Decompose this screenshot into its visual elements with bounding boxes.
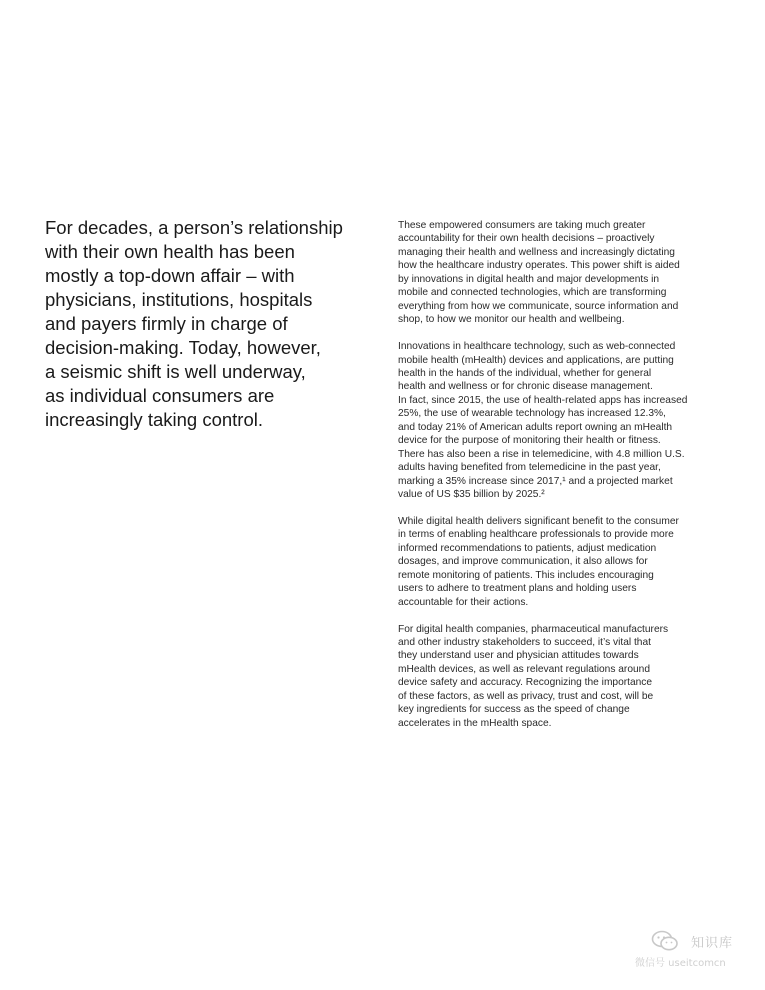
body-line: users to adhere to treatment plans and holding users [398,583,637,595]
body-line: value of US $35 billion by 2025.² [398,489,545,501]
body-line: These empowered consumers are taking much greater [398,220,646,231]
body-line: device safety and accuracy. Recognizing the importance [398,677,653,689]
body-line: adults having benefited from telemedicine in the past year, [398,462,661,474]
wechat-icon [651,930,679,952]
lead-line: decision-making. Today, however, [45,337,321,358]
body-line: There has also been a rise in telemedicine, with 4.8 million U.S. [398,448,685,460]
lead-line: with their own health has been [45,241,295,262]
lead-line: physicians, institutions, hospitals [45,289,313,310]
body-line: marking a 35% increase since 2017,¹ and a projected market [398,475,673,487]
lead-line: a seismic shift is well underway, [45,361,306,382]
body-line: managing their health and wellness and increasingly dictating [398,246,675,258]
body-line: Innovations in healthcare technology, such as web-connected [398,341,676,353]
paragraph-innovations [398,340,728,501]
body-line: In fact, since 2015, the use of health-related apps has increased [398,394,688,406]
watermark [635,928,755,972]
body-line: how the healthcare industry operates. This power shift is aided [398,260,680,272]
body-line: accelerates in the mHealth space. [398,717,552,729]
paragraph-stakeholders [398,623,728,731]
body-line: mobile health (mHealth) devices and applications, are putting [398,354,674,366]
body-text-column [398,219,728,744]
lead-line: increasingly taking control. [45,409,263,430]
body-line: informed recommendations to patients, adjust medication [398,542,657,554]
lead-line: and payers firmly in charge of [45,313,288,334]
body-line: device for the purpose of monitoring their health or fitness. [398,435,661,447]
lead-line: For decades, a person’s relationship [45,217,343,238]
body-line: everything from how we communicate, source information and [398,300,679,312]
watermark-account: 微信号 useitcomcn [635,958,726,969]
body-line: accountability for their own health decisions – proactively [398,233,655,245]
lead-line: mostly a top-down affair – with [45,265,295,286]
body-line: and other industry stakeholders to succeed, it’s vital that [398,637,651,648]
body-line: mHealth devices, as well as relevant regulations around [398,663,650,675]
body-line: health and wellness or for chronic disease management. [398,381,653,393]
body-line: by innovations in digital health and major developments in [398,273,660,285]
watermark-brand: 知识库 [691,936,734,951]
body-line: shop, to how we monitor our health and wellbeing. [398,314,625,326]
body-line: they understand user and physician attitudes towards [398,650,639,662]
lead-line: as individual consumers are [45,385,275,406]
body-line: accountable for their actions. [398,596,529,608]
body-line: For digital health companies, pharmaceutical manufacturers [398,623,669,635]
lead-statement [45,216,375,432]
body-line: of these factors, as well as privacy, trust and cost, will be [398,690,654,702]
body-line: key ingredients for success as the speed of change [398,704,630,716]
body-line: mobile and connected technologies, which are transforming [398,287,667,299]
body-line: remote monitoring of patients. This includes encouraging [398,569,654,581]
body-line: health in the hands of the individual, whether for general [398,367,652,379]
body-line: dosages, and improve communication, it also allows for [398,556,648,568]
paragraph-digital-health-benefits [398,515,728,609]
body-line: in terms of enabling healthcare professionals to provide more [398,529,674,541]
body-line: 25%, the use of wearable technology has increased 12.3%, [398,408,666,420]
body-line: and today 21% of American adults report owning an mHealth [398,421,673,433]
paragraph-empowered-consumers [398,219,728,327]
body-line: While digital health delivers significant benefit to the consumer [398,515,679,527]
